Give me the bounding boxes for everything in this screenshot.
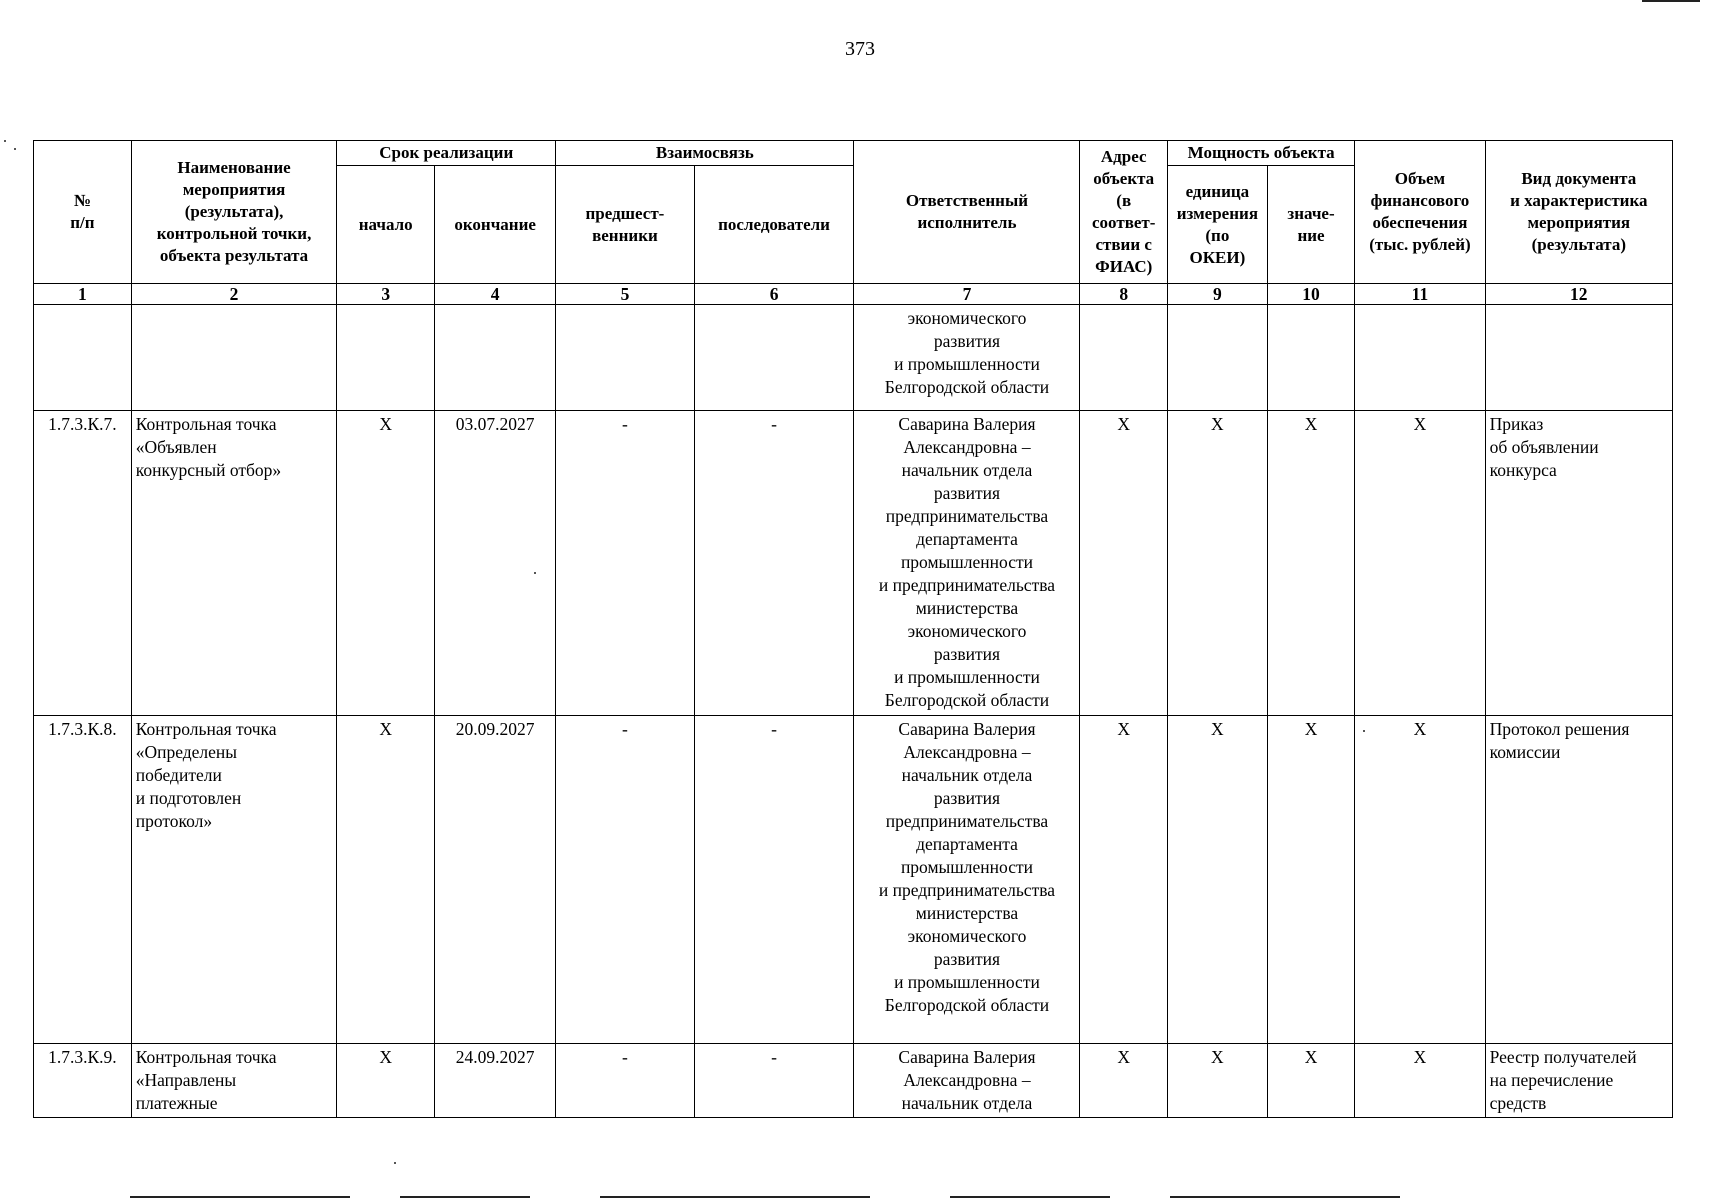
name-cell: Контрольная точка «Определены победители и подготовлен протокол» [131,716,337,1044]
table-cell [435,305,556,411]
header-successors: последователи [694,166,854,284]
header-relation: Взаимосвязь [556,141,854,166]
table-cell [694,305,854,411]
value-cell: Х [1267,716,1355,1044]
predecessors-cell: - [556,716,694,1044]
scan-mark [600,1196,870,1198]
address-cell: Х [1080,1044,1168,1118]
scan-mark [534,572,536,574]
column-number: 11 [1355,284,1485,305]
header-num: № п/п [34,141,132,284]
name-cell: Контрольная точка «Объявлен конкурсный отбор» [131,411,337,716]
column-number: 9 [1168,284,1268,305]
finance-cell: Х [1355,411,1485,716]
continuation-row [34,305,1673,411]
value-cell: Х [1267,1044,1355,1118]
header-predecessors: предшест- венники [556,166,694,284]
column-number: 10 [1267,284,1355,305]
address-cell: Х [1080,411,1168,716]
header-row-1 [34,141,1673,166]
start-cell: Х [337,1044,435,1118]
end-cell: 20.09.2027 [435,716,556,1044]
scan-mark [1170,1196,1400,1198]
end-cell: 24.09.2027 [435,1044,556,1118]
successors-cell: - [694,1044,854,1118]
table-cell [1485,305,1672,411]
table-cell [34,305,132,411]
finance-cell: Х [1355,1044,1485,1118]
header-capacity: Мощность объекта [1168,141,1355,166]
scan-mark [950,1196,1110,1198]
finance-cell: Х [1355,716,1485,1044]
row-number-cell: 1.7.3.К.7. [34,411,132,716]
column-number: 12 [1485,284,1672,305]
header-name: Наименование мероприятия (результата), контрольной точки, объекта результата [131,141,337,284]
scan-mark [400,1196,530,1198]
column-number: 2 [131,284,337,305]
table-cell [337,305,435,411]
header-start: начало [337,166,435,284]
table-cell [131,305,337,411]
header-finance: Объем финансового обеспечения (тыс. рублей) [1355,141,1485,284]
scan-mark [1363,730,1365,732]
column-number: 8 [1080,284,1168,305]
table-cell [1267,305,1355,411]
column-number: 7 [854,284,1080,305]
table-row [34,716,1673,1044]
column-number: 4 [435,284,556,305]
scan-mark [1642,0,1700,2]
column-number: 3 [337,284,435,305]
name-cell: Контрольная точка «Направлены платежные [131,1044,337,1118]
table-row [34,411,1673,716]
page-number: 373 [845,38,875,60]
column-number: 6 [694,284,854,305]
address-cell: Х [1080,716,1168,1044]
scan-mark [14,148,16,150]
doc-cell: Реестр получателей на перечисление средств [1485,1044,1672,1118]
table-cell [556,305,694,411]
scan-mark [130,1196,350,1198]
end-cell: 03.07.2027 [435,411,556,716]
table-cell [1168,305,1268,411]
header-doc: Вид документа и характеристика мероприятия (результата) [1485,141,1672,284]
unit-cell: Х [1168,716,1268,1044]
unit-cell: Х [1168,411,1268,716]
table-row [34,1044,1673,1118]
start-cell: Х [337,411,435,716]
header-executor: Ответственный исполнитель [854,141,1080,284]
scan-mark [4,140,6,142]
doc-cell: Приказ об объявлении конкурса [1485,411,1672,716]
table-cell [1355,305,1485,411]
start-cell: Х [337,716,435,1044]
header-unit: единица измерения (по ОКЕИ) [1168,166,1268,284]
row-number-cell: 1.7.3.К.8. [34,716,132,1044]
predecessors-cell: - [556,1044,694,1118]
predecessors-cell: - [556,411,694,716]
doc-cell: Протокол решения комиссии [1485,716,1672,1044]
header-term: Срок реализации [337,141,556,166]
unit-cell: Х [1168,1044,1268,1118]
header-address: Адрес объекта (в соответ- ствии с ФИАС) [1080,141,1168,284]
column-number: 5 [556,284,694,305]
table-cell [1080,305,1168,411]
successors-cell: - [694,411,854,716]
activity-plan-table [33,140,1673,1118]
executor-cell: Саварина Валерия Александровна – начальник отдела развития предпринимательства департамента промышленности и предпринимательства министерства экономического развития и промышленности Белгородской области [854,411,1080,716]
header-end: окончание [435,166,556,284]
value-cell: Х [1267,411,1355,716]
executor-cell: Саварина Валерия Александровна – начальник отдела [854,1044,1080,1118]
column-number: 1 [34,284,132,305]
successors-cell: - [694,716,854,1044]
executor-cell: Саварина Валерия Александровна – начальник отдела развития предпринимательства департамента промышленности и предпринимательства министерства экономического развития и промышленности Белгородской области [854,716,1080,1044]
column-number-row [34,284,1673,305]
executor-cell: экономического развития и промышленности Белгородской области [854,305,1080,411]
row-number-cell: 1.7.3.К.9. [34,1044,132,1118]
scan-mark [394,1162,396,1164]
header-value: значе- ние [1267,166,1355,284]
